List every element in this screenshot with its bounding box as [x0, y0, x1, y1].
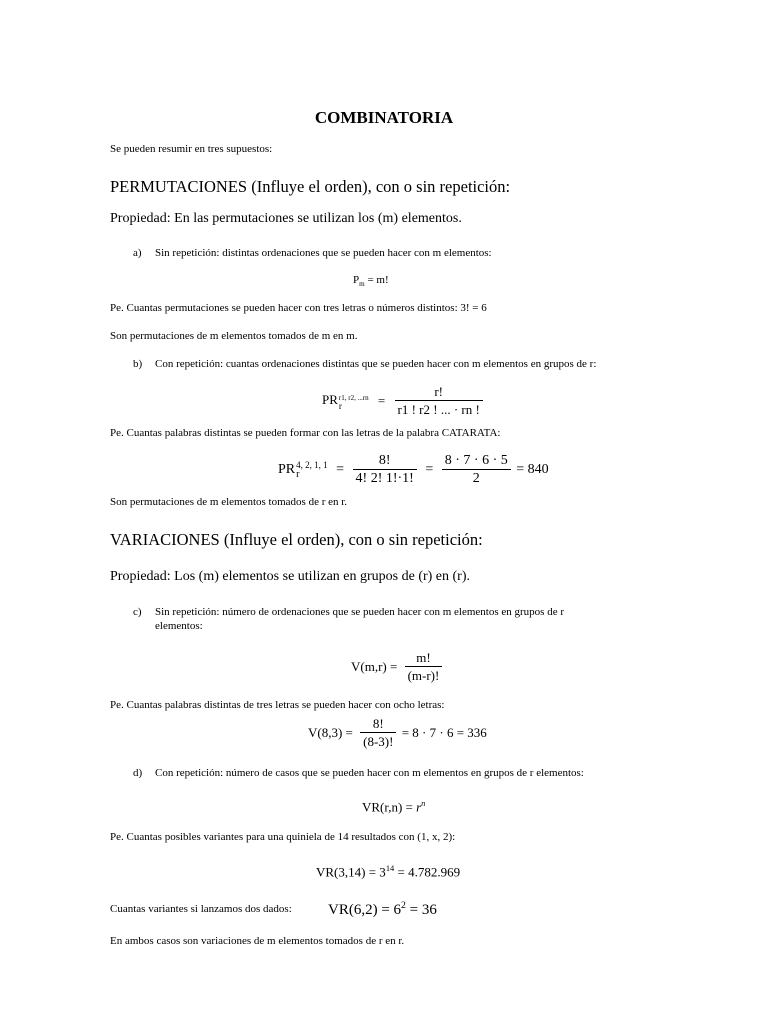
item-d: [133, 767, 584, 779]
formula-pm-lhs: P: [353, 274, 360, 286]
formula-dados-rhs: = 36: [405, 902, 437, 918]
formula-cat-eq2: =: [425, 462, 434, 477]
formula-v83-num: 8!: [372, 716, 384, 731]
permutaciones-property: Propiedad: En las permutaciones se utilizan los (m) elementos.: [110, 211, 462, 226]
permutaciones-heading: PERMUTACIONES (Influye el orden), con o sin repetición:: [110, 177, 511, 196]
formula-pr-lhs: PR: [322, 392, 338, 408]
formula-pm-sub: m: [359, 280, 365, 289]
note-d: En ambos casos son variaciones de m elementos tomados de r en r.: [110, 935, 405, 947]
formula-pr-eq: =: [377, 393, 386, 408]
formula-vmr: [351, 650, 442, 684]
formula-vmr-fraction: [405, 650, 443, 684]
formula-v83-fraction: [360, 716, 396, 750]
formula-catarata: [278, 453, 549, 487]
example-a: Pe. Cuantas permutaciones se pueden hacer con tres letras o números distintos: 3! = 6: [110, 302, 487, 314]
formula-cat-den1: 4! 2! 1!·1!: [353, 469, 417, 487]
note-b: Son permutaciones de m elementos tomados de r en r.: [110, 496, 348, 508]
formula-vr: [362, 798, 425, 815]
formula-vr-lhs: VR(r,n) =: [362, 799, 417, 815]
formula-dados: [328, 900, 437, 919]
item-a-label: a): [133, 247, 142, 259]
formula-cat-den2: 2: [442, 469, 511, 487]
formula-vr314: [316, 863, 460, 880]
formula-vr-exp: n: [421, 798, 426, 808]
item-c-label: c): [133, 606, 142, 618]
formula-pr-sup: r1, r2, ...rn: [338, 393, 369, 402]
formula-cat-num2: 8 · 7 · 6 · 5: [444, 453, 508, 468]
formula-dados-exp: 2: [401, 900, 406, 911]
page-title: COMBINATORIA: [314, 108, 454, 127]
item-c-text-2: elementos:: [155, 620, 203, 632]
formula-cat-sub: r: [296, 469, 300, 480]
item-b: [133, 358, 596, 370]
variaciones-property: Propiedad: Los (m) elementos se utilizan en grupos de (r) en (r).: [110, 569, 471, 584]
formula-vr314-exp: 14: [385, 863, 395, 873]
formula-vmr-den: (m-r)!: [405, 666, 443, 684]
item-a-text: Sin repetición: distintas ordenaciones que se pueden hacer con m elementos:: [155, 247, 492, 259]
formula-cat-fraction-1: [353, 453, 417, 487]
item-b-text: Con repetición: cuantas ordenaciones distintas que se pueden hacer con m elementos en grupos de r:: [155, 358, 597, 370]
example-d: Pe. Cuantas posibles variantes para una quiniela de 14 resultados con (1, x, 2):: [110, 831, 456, 843]
formula-pm-rhs: = m!: [364, 274, 389, 286]
formula-pr-sub: r: [338, 400, 342, 411]
item-d-label: d): [133, 767, 143, 779]
formula-vr-base: r: [416, 799, 422, 815]
example-b: Pe. Cuantas palabras distintas se pueden formar con las letras de la palabra CATARATA:: [110, 427, 501, 439]
formula-pm: [353, 274, 389, 288]
formula-cat-result: = 840: [516, 462, 549, 477]
formula-cat-fraction-2: [442, 453, 511, 487]
item-a: [133, 247, 492, 259]
note-a: Son permutaciones de m elementos tomados de m en m.: [110, 330, 358, 342]
item-d-text: Con repetición: número de casos que se pueden hacer con m elementos en grupos de r elementos:: [155, 767, 584, 779]
formula-v83: [308, 716, 487, 750]
formula-cat-num1: 8!: [378, 453, 391, 468]
formula-cat-sup: 4, 2, 1, 1: [296, 460, 328, 470]
item-c-text-1: Sin repetición: número de ordenaciones que se pueden hacer con m elementos en grupos de r: [155, 606, 564, 618]
formula-cat-lhs: PR: [278, 462, 296, 478]
item-c: [133, 606, 564, 618]
formula-vr314-lhs: VR(3,14) = 3: [316, 864, 386, 880]
formula-v83-den: (8-3)!: [360, 732, 396, 750]
formula-vmr-num: m!: [416, 650, 431, 665]
item-b-label: b): [133, 358, 143, 370]
formula-dados-lhs: VR(6,2) = 6: [328, 902, 402, 918]
formula-cat-eq: =: [336, 462, 345, 477]
example-c: Pe. Cuantas palabras distintas de tres letras se pueden hacer con ocho letras:: [110, 699, 445, 711]
formula-pr: [322, 384, 483, 418]
formula-vmr-lhs: V(m,r) =: [351, 659, 398, 674]
formula-v83-lhs: V(8,3) =: [308, 725, 353, 740]
formula-pr-num: r!: [434, 384, 443, 399]
intro-text: Se pueden resumir en tres supuestos:: [110, 143, 273, 155]
formula-pr-fraction: [395, 384, 483, 418]
dados-text: Cuantas variantes si lanzamos dos dados:: [110, 903, 292, 915]
formula-pr-den: r1 ! r2 ! ... · rn !: [395, 400, 483, 418]
variaciones-heading: VARIACIONES (Influye el orden), con o sin repetición:: [110, 530, 483, 549]
formula-vr314-rhs: = 4.782.969: [394, 864, 461, 880]
formula-v83-rhs: = 8 · 7 · 6 = 336: [401, 725, 487, 740]
